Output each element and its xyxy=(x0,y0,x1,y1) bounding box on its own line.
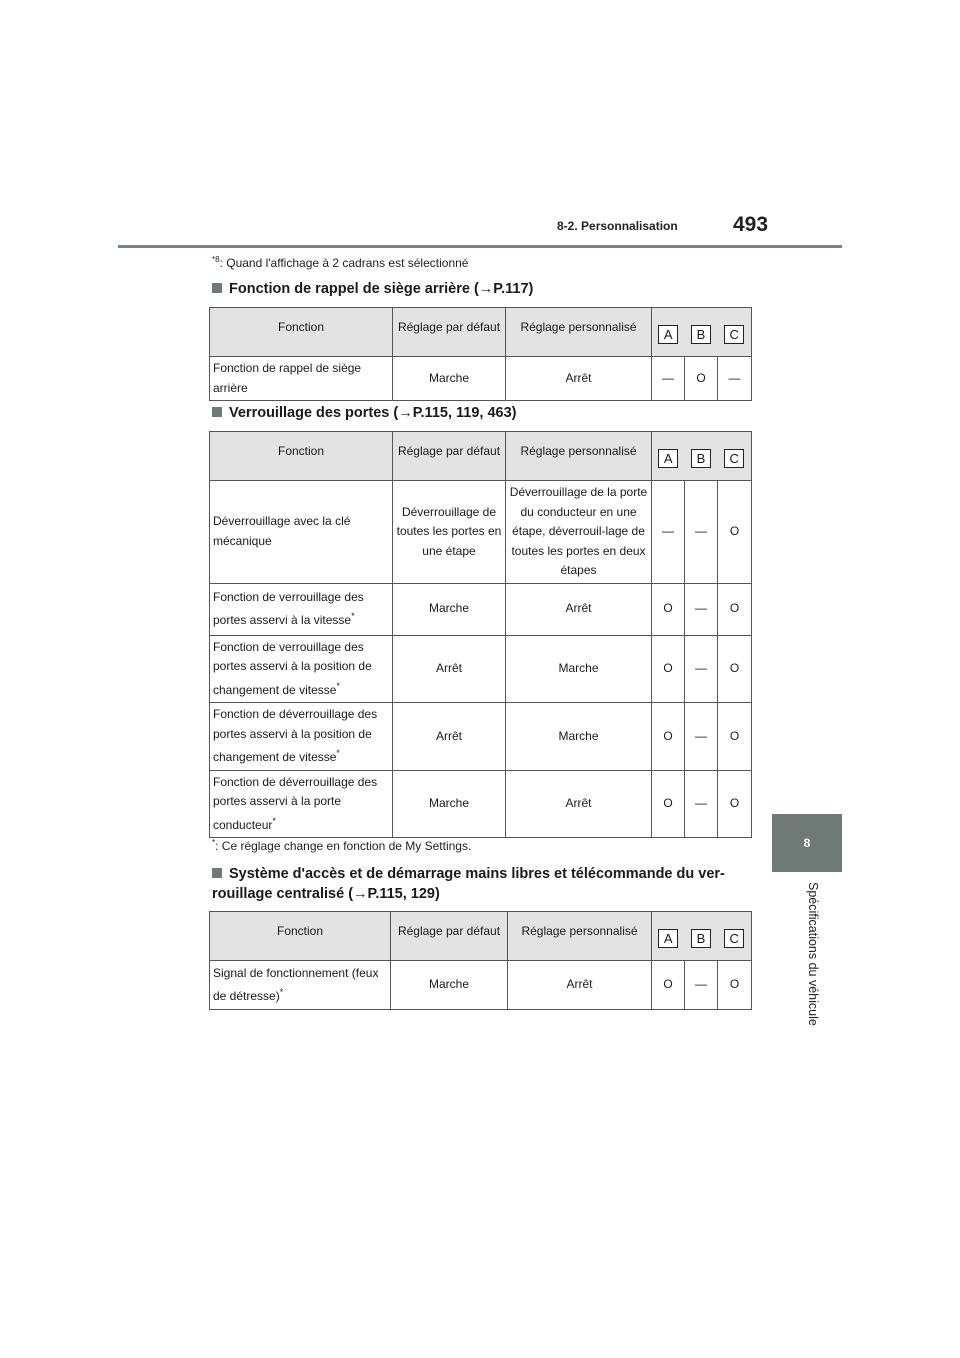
cell-b: O xyxy=(685,357,718,401)
cell-perso: Arrêt xyxy=(508,961,652,1010)
cell-defaut: Marche xyxy=(393,583,506,635)
chapter-tab[interactable] xyxy=(772,814,842,872)
c-box-icon: C xyxy=(724,325,744,344)
cell-perso: Déverrouillage de la porte du conducteur en une étape, déverrouil-lage de toutes les portes en deux étapes xyxy=(506,481,652,584)
footnote-marker: *8 xyxy=(212,255,220,264)
table-row xyxy=(210,357,752,401)
cell-perso: Marche xyxy=(506,703,652,771)
cell-fonction xyxy=(210,583,393,635)
cell-b: — xyxy=(685,961,718,1010)
table-header-row xyxy=(210,432,752,481)
star-marker: * xyxy=(351,611,355,621)
header-section-title: 8-2. Personnalisation xyxy=(557,219,678,233)
star-marker: * xyxy=(272,815,276,826)
settings-table xyxy=(209,911,752,1010)
footnote-settings xyxy=(212,838,471,853)
header-defaut: Réglage par défaut xyxy=(391,912,508,961)
cell-a: — xyxy=(652,357,685,401)
fonction-text: Fonction de déverrouillage des portes asservi à la porte conducteur xyxy=(213,774,378,832)
header-fonction: Fonction xyxy=(210,912,391,961)
cell-b: — xyxy=(685,770,718,838)
header-fonction: Fonction xyxy=(210,432,393,481)
cell-c: — xyxy=(718,357,752,401)
cell-fonction xyxy=(210,770,393,838)
table-row xyxy=(210,770,752,838)
footnote-text: : Ce réglage change en fonction de My Settings. xyxy=(215,839,472,853)
cell-fonction xyxy=(210,635,393,703)
cell-defaut: Marche xyxy=(393,770,506,838)
header-divider xyxy=(118,245,842,248)
section-title-text: Système d'accès et de démarrage mains libres et télécommande du ver-rouillage centralisé (→P.115, 129) xyxy=(212,866,725,902)
b-box-icon: B xyxy=(691,449,711,468)
settings-table xyxy=(209,307,752,401)
star-marker: * xyxy=(279,987,284,997)
footnote-top xyxy=(212,255,468,270)
b-box-icon: B xyxy=(691,929,711,948)
fonction-text: Fonction de déverrouillage des portes asservi à la position de changement de vitesse xyxy=(213,707,378,764)
header-c xyxy=(718,308,752,357)
a-box-icon: A xyxy=(658,449,678,468)
footnote-marker: * xyxy=(212,838,216,847)
star-marker: * xyxy=(336,748,340,758)
chapter-number: 8 xyxy=(803,836,811,850)
cell-a: O xyxy=(652,635,685,703)
header-b xyxy=(685,308,718,357)
fonction-text: Déverrouillage avec la clé mécanique xyxy=(213,514,351,548)
table-header-row xyxy=(210,308,752,357)
cell-perso: Arrêt xyxy=(506,357,652,401)
cell-fonction xyxy=(210,481,393,584)
cell-a: O xyxy=(652,770,685,838)
fonction-text: Fonction de rappel de siège arrière xyxy=(213,361,362,395)
header-perso: Réglage personnalisé xyxy=(506,432,652,481)
cell-b: — xyxy=(685,635,718,703)
cell-defaut: Arrêt xyxy=(393,635,506,703)
footnote-text: : Quand l'affichage à 2 cadrans est sélectionné xyxy=(219,256,469,270)
header-a xyxy=(652,432,685,481)
cell-defaut: Marche xyxy=(393,357,506,401)
table-row xyxy=(210,583,752,635)
header-defaut: Réglage par défaut xyxy=(393,432,506,481)
cell-a: O xyxy=(652,703,685,771)
header-perso: Réglage personnalisé xyxy=(506,308,652,357)
cell-c: O xyxy=(718,481,752,584)
cell-c: O xyxy=(718,961,752,1010)
table-row xyxy=(210,961,752,1010)
section-bullet-icon xyxy=(212,868,222,878)
cell-a: O xyxy=(652,961,685,1010)
settings-table xyxy=(209,431,752,838)
table-row xyxy=(210,481,752,584)
cell-defaut: Déverrouillage de toutes les portes en une étape xyxy=(393,481,506,584)
header-a xyxy=(652,912,685,961)
header-b xyxy=(685,432,718,481)
header-a xyxy=(652,308,685,357)
cell-b: — xyxy=(685,481,718,584)
table-header-row xyxy=(210,912,752,961)
star-marker: * xyxy=(336,680,340,691)
section-bullet-icon xyxy=(212,283,222,293)
cell-c: O xyxy=(718,703,752,771)
header-c xyxy=(718,912,752,961)
cell-b: — xyxy=(685,703,718,771)
b-box-icon: B xyxy=(691,325,711,344)
section-title-text: Fonction de rappel de siège arrière (→P.117) xyxy=(229,281,534,297)
section-title-text: Verrouillage des portes (→P.115, 119, 463) xyxy=(229,405,517,421)
cell-b: — xyxy=(685,583,718,635)
header-perso: Réglage personnalisé xyxy=(508,912,652,961)
chapter-title: Spécifications du véhicule xyxy=(806,882,820,1026)
c-box-icon: C xyxy=(724,449,744,468)
cell-defaut: Arrêt xyxy=(393,703,506,771)
fonction-text: Signal de fonctionnement (feux de détresse) xyxy=(213,965,379,1003)
header-fonction: Fonction xyxy=(210,308,393,357)
cell-perso: Marche xyxy=(506,635,652,703)
fonction-text: Fonction de verrouillage des portes asservi à la vitesse xyxy=(213,589,364,627)
section-title xyxy=(212,864,732,904)
a-box-icon: A xyxy=(658,325,678,344)
c-box-icon: C xyxy=(724,929,744,948)
cell-c: O xyxy=(718,635,752,703)
section-title xyxy=(212,279,533,299)
cell-perso: Arrêt xyxy=(506,770,652,838)
cell-a: — xyxy=(652,481,685,584)
header-c xyxy=(718,432,752,481)
header-defaut: Réglage par défaut xyxy=(393,308,506,357)
fonction-text: Fonction de verrouillage des portes asservi à la position de changement de vitesse xyxy=(213,639,372,697)
cell-fonction xyxy=(210,703,393,771)
table-row xyxy=(210,703,752,771)
cell-c: O xyxy=(718,583,752,635)
cell-c: O xyxy=(718,770,752,838)
section-title xyxy=(212,403,516,423)
cell-defaut: Marche xyxy=(391,961,508,1010)
page-number: 493 xyxy=(733,213,769,236)
section-bullet-icon xyxy=(212,407,222,417)
cell-fonction xyxy=(210,357,393,401)
cell-fonction xyxy=(210,961,391,1010)
header-b xyxy=(685,912,718,961)
a-box-icon: A xyxy=(658,929,678,948)
cell-perso: Arrêt xyxy=(506,583,652,635)
cell-a: O xyxy=(652,583,685,635)
table-row xyxy=(210,635,752,703)
